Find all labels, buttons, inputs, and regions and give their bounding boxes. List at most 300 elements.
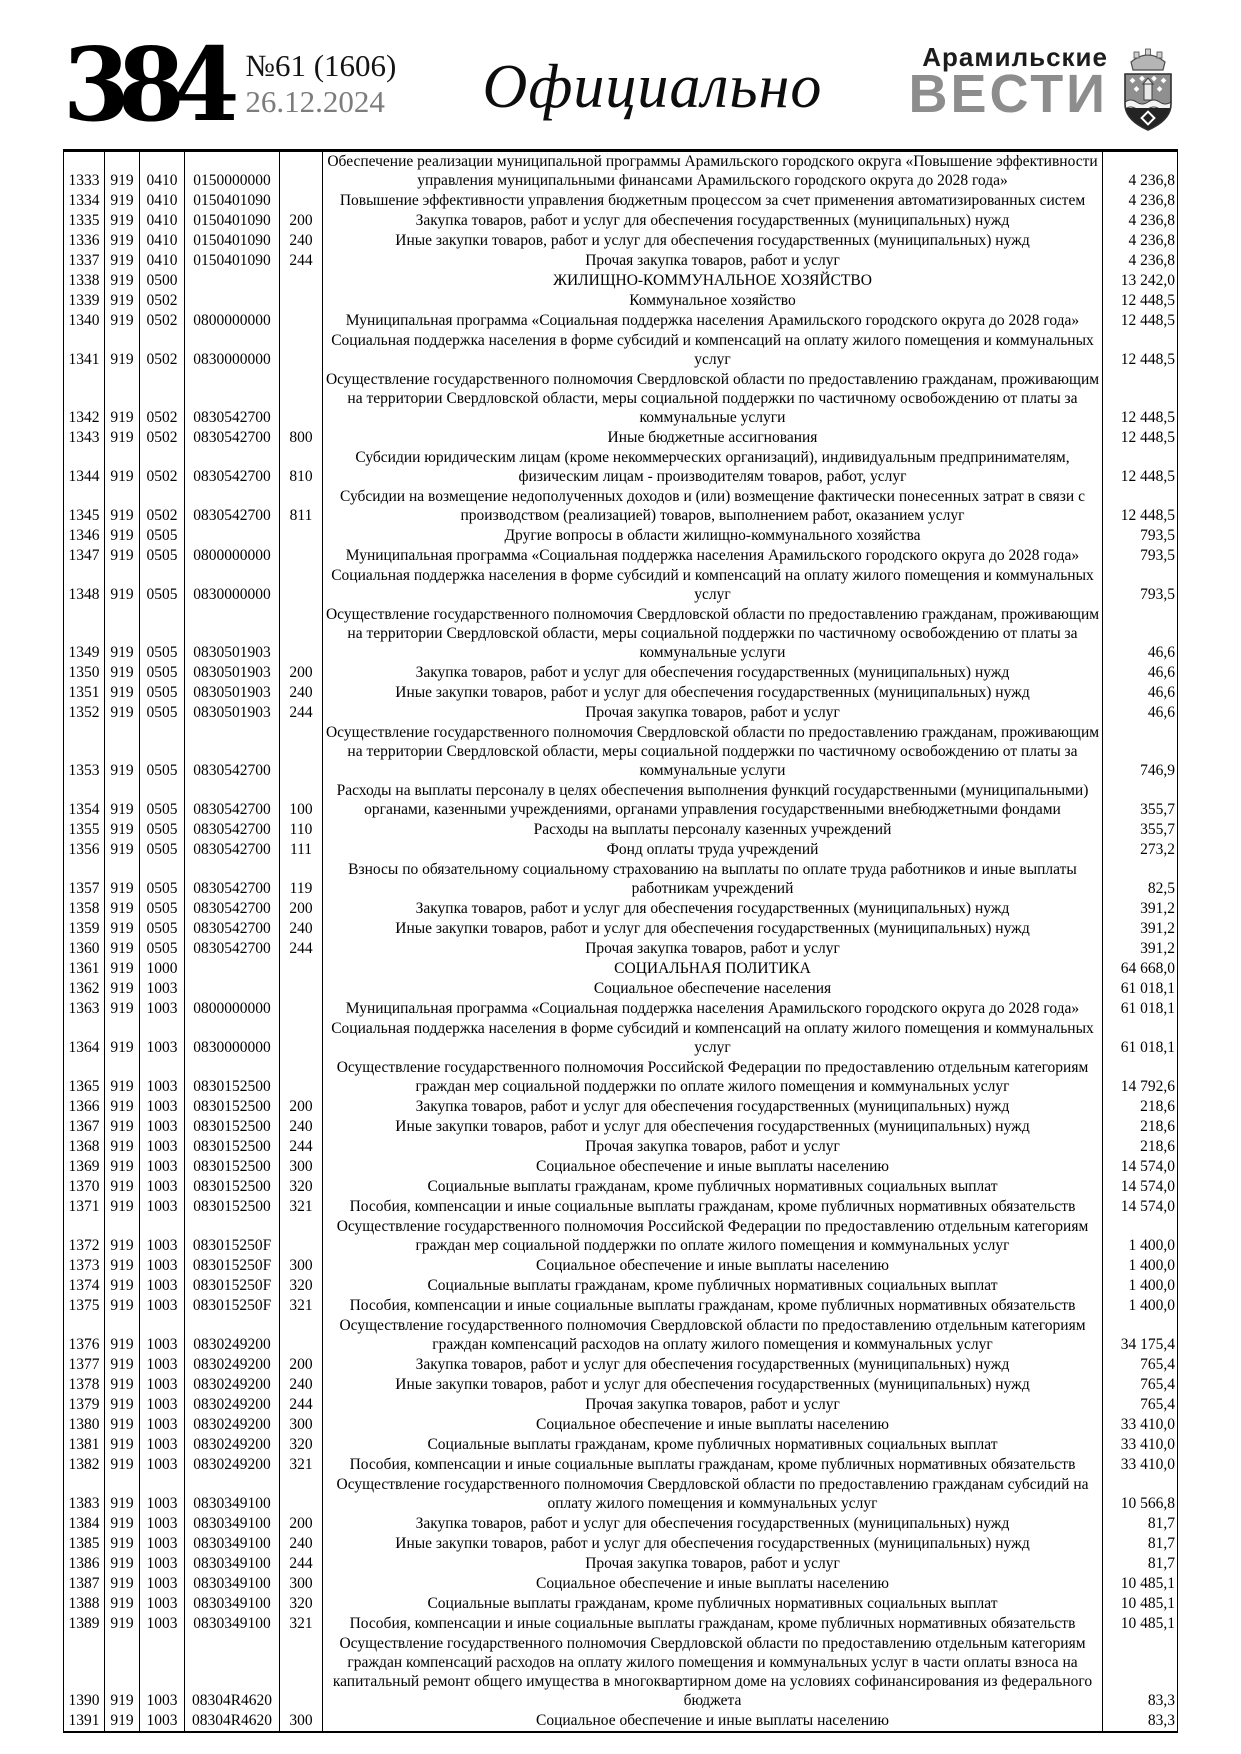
col-row-number: 1359 [64,919,105,939]
col-grbs-code: 919 [105,1574,140,1594]
col-amount: 46,6 [1103,703,1178,723]
col-target-article-code [185,291,280,311]
col-section-code: 1003 [140,1197,185,1217]
col-section-code: 1003 [140,1296,185,1316]
col-section-code: 1003 [140,1276,185,1296]
issue-ref: №61 (1606) [245,48,397,83]
col-section-code: 1003 [140,1534,185,1554]
col-grbs-code: 919 [105,211,140,231]
table-row [64,1019,1178,1058]
col-amount: 14 574,0 [1103,1177,1178,1197]
col-row-number: 1334 [64,191,105,211]
col-expense-name: Закупка товаров, работ и услуг для обеспечения государственных (муниципальных) нужд [323,211,1103,231]
col-expense-type-code: 320 [280,1435,323,1455]
col-target-article-code: 0830501903 [185,703,280,723]
col-expense-type-code: 200 [280,1355,323,1375]
col-row-number: 1354 [64,781,105,820]
table-row [64,1554,1178,1574]
col-expense-type-code: 244 [280,1554,323,1574]
col-amount: 12 448,5 [1103,448,1178,487]
col-row-number: 1339 [64,291,105,311]
table-row [64,723,1178,781]
col-target-article-code: 0830542700 [185,820,280,840]
col-grbs-code: 919 [105,448,140,487]
col-expense-type-code: 240 [280,1375,323,1395]
col-grbs-code: 919 [105,860,140,899]
col-grbs-code: 919 [105,566,140,605]
col-amount: 61 018,1 [1103,979,1178,999]
col-amount: 218,6 [1103,1117,1178,1137]
col-target-article-code: 0830542700 [185,781,280,820]
table-row [64,999,1178,1019]
col-expense-type-code: 300 [280,1415,323,1435]
col-grbs-code: 919 [105,1395,140,1415]
col-grbs-code: 919 [105,291,140,311]
col-amount: 33 410,0 [1103,1455,1178,1475]
col-amount: 14 792,6 [1103,1058,1178,1097]
col-expense-type-code [280,311,323,331]
table-row [64,1455,1178,1475]
section-title: Официально [482,53,823,121]
col-section-code: 0502 [140,331,185,370]
col-section-code: 0410 [140,231,185,251]
col-amount: 793,5 [1103,526,1178,546]
col-expense-type-code: 320 [280,1276,323,1296]
col-expense-type-code [280,546,323,566]
col-expense-name: Закупка товаров, работ и услуг для обеспечения государственных (муниципальных) нужд [323,1355,1103,1375]
col-grbs-code: 919 [105,1117,140,1137]
col-expense-type-code: 321 [280,1197,323,1217]
col-section-code: 0505 [140,820,185,840]
col-expense-name: Прочая закупка товаров, работ и услуг [323,1137,1103,1157]
col-row-number: 1343 [64,428,105,448]
table-row [64,781,1178,820]
col-expense-type-code: 100 [280,781,323,820]
col-expense-type-code: 200 [280,1097,323,1117]
col-expense-name: Закупка товаров, работ и услуг для обеспечения государственных (муниципальных) нужд [323,1097,1103,1117]
page-header [63,25,1178,144]
table-row [64,1276,1178,1296]
col-section-code: 1003 [140,1614,185,1634]
col-grbs-code: 919 [105,723,140,781]
col-row-number: 1344 [64,448,105,487]
col-section-code: 0502 [140,370,185,428]
col-section-code: 0502 [140,311,185,331]
col-target-article-code: 0830349100 [185,1574,280,1594]
col-row-number: 1360 [64,939,105,959]
table-row [64,1514,1178,1534]
col-expense-name: Прочая закупка товаров, работ и услуг [323,1395,1103,1415]
col-target-article-code: 0830249200 [185,1316,280,1355]
col-expense-type-code: 320 [280,1177,323,1197]
col-amount: 61 018,1 [1103,1019,1178,1058]
col-expense-name: Другие вопросы в области жилищно-коммунального хозяйства [323,526,1103,546]
col-expense-type-code: 119 [280,860,323,899]
col-row-number: 1376 [64,1316,105,1355]
col-expense-type-code: 300 [280,1574,323,1594]
col-target-article-code: 0800000000 [185,311,280,331]
table-row [64,487,1178,526]
col-target-article-code: 0830349100 [185,1614,280,1634]
col-section-code: 0410 [140,211,185,231]
col-section-code: 1003 [140,1137,185,1157]
col-row-number: 1341 [64,331,105,370]
col-target-article-code: 0830152500 [185,1157,280,1177]
col-target-article-code: 0150401090 [185,211,280,231]
col-section-code: 0505 [140,723,185,781]
col-expense-type-code: 811 [280,487,323,526]
col-row-number: 1353 [64,723,105,781]
table-row [64,1475,1178,1514]
col-row-number: 1345 [64,487,105,526]
brand-text [908,42,1108,124]
col-section-code: 0505 [140,546,185,566]
col-expense-type-code: 240 [280,231,323,251]
col-section-code: 1003 [140,1117,185,1137]
table-row [64,1711,1178,1732]
col-row-number: 1370 [64,1177,105,1197]
col-grbs-code: 919 [105,1217,140,1256]
col-section-code: 0502 [140,428,185,448]
table-row [64,899,1178,919]
col-expense-type-code: 240 [280,919,323,939]
col-row-number: 1366 [64,1097,105,1117]
col-row-number: 1352 [64,703,105,723]
col-amount: 4 236,8 [1103,151,1178,192]
col-target-article-code: 0150000000 [185,151,280,192]
table-row [64,448,1178,487]
brand-name-bottom: ВЕСТИ [908,64,1108,124]
col-expense-name: ЖИЛИЩНО-КОММУНАЛЬНОЕ ХОЗЯЙСТВО [323,271,1103,291]
col-row-number: 1349 [64,605,105,663]
col-target-article-code: 0800000000 [185,546,280,566]
col-expense-type-code: 244 [280,251,323,271]
table-row [64,840,1178,860]
col-amount: 355,7 [1103,820,1178,840]
col-target-article-code: 0830542700 [185,840,280,860]
col-expense-name: Иные бюджетные ассигнования [323,428,1103,448]
col-section-code: 0505 [140,919,185,939]
col-target-article-code: 0830542700 [185,723,280,781]
col-grbs-code: 919 [105,151,140,192]
table-row [64,331,1178,370]
col-expense-name: Осуществление государственного полномочия Свердловской области по предоставлению отдельным категориям граждан компенсаций расходов на оплату жилого помещения и коммунальных услуг в части оплаты взноса на капитальный ремонт общего имущества в многоквартирном доме на условиях софинансирования из федерального бюджета [323,1634,1103,1711]
col-target-article-code: 0830542700 [185,487,280,526]
col-amount: 83,3 [1103,1711,1178,1732]
col-section-code: 1003 [140,1594,185,1614]
col-expense-type-code: 244 [280,939,323,959]
col-target-article-code: 083015250F [185,1217,280,1256]
table-row [64,1197,1178,1217]
col-amount: 4 236,8 [1103,251,1178,271]
col-expense-type-code: 300 [280,1157,323,1177]
col-amount: 4 236,8 [1103,191,1178,211]
col-amount: 765,4 [1103,1395,1178,1415]
col-row-number: 1390 [64,1634,105,1711]
col-grbs-code: 919 [105,271,140,291]
col-expense-type-code: 200 [280,1514,323,1534]
col-expense-type-code: 810 [280,448,323,487]
col-grbs-code: 919 [105,1276,140,1296]
col-expense-type-code: 244 [280,703,323,723]
col-section-code: 0505 [140,566,185,605]
col-row-number: 1365 [64,1058,105,1097]
col-expense-type-code [280,1316,323,1355]
col-target-article-code: 0830000000 [185,331,280,370]
col-target-article-code: 0830249200 [185,1375,280,1395]
table-row [64,1415,1178,1435]
col-target-article-code: 0830000000 [185,566,280,605]
col-expense-type-code [280,271,323,291]
table-row [64,1097,1178,1117]
col-grbs-code: 919 [105,1435,140,1455]
col-expense-type-code [280,605,323,663]
col-row-number: 1380 [64,1415,105,1435]
col-expense-type-code [280,370,323,428]
col-row-number: 1346 [64,526,105,546]
table-row [64,683,1178,703]
table-row [64,1058,1178,1097]
col-expense-type-code [280,959,323,979]
table-row [64,191,1178,211]
col-target-article-code: 0830542700 [185,939,280,959]
table-row [64,566,1178,605]
col-row-number: 1358 [64,899,105,919]
col-amount: 218,6 [1103,1097,1178,1117]
col-expense-type-code: 320 [280,1594,323,1614]
col-section-code: 1003 [140,1574,185,1594]
table-row [64,546,1178,566]
col-section-code: 0505 [140,899,185,919]
col-section-code: 0502 [140,487,185,526]
col-grbs-code: 919 [105,191,140,211]
table-row [64,1177,1178,1197]
col-expense-name: Социальные выплаты гражданам, кроме публичных нормативных социальных выплат [323,1276,1103,1296]
col-section-code: 0410 [140,151,185,192]
col-amount: 81,7 [1103,1554,1178,1574]
col-amount: 33 410,0 [1103,1415,1178,1435]
col-grbs-code: 919 [105,251,140,271]
col-expense-type-code: 240 [280,1534,323,1554]
table-row [64,1594,1178,1614]
col-row-number: 1382 [64,1455,105,1475]
col-grbs-code: 919 [105,1711,140,1732]
col-expense-name: Социальные выплаты гражданам, кроме публичных нормативных социальных выплат [323,1435,1103,1455]
col-section-code: 1003 [140,1395,185,1415]
col-expense-name: Пособия, компенсации и иные социальные выплаты гражданам, кроме публичных нормативных обязательств [323,1455,1103,1475]
col-expense-type-code: 300 [280,1256,323,1276]
col-expense-type-code [280,566,323,605]
col-section-code: 0505 [140,663,185,683]
table-row [64,1534,1178,1554]
col-grbs-code: 919 [105,1177,140,1197]
table-row [64,663,1178,683]
col-section-code: 1003 [140,1415,185,1435]
col-row-number: 1347 [64,546,105,566]
col-grbs-code: 919 [105,1256,140,1276]
col-expense-type-code [280,1475,323,1514]
col-row-number: 1389 [64,1614,105,1634]
col-grbs-code: 919 [105,663,140,683]
col-target-article-code: 0800000000 [185,999,280,1019]
col-grbs-code: 919 [105,1554,140,1574]
col-amount: 12 448,5 [1103,370,1178,428]
table-row [64,860,1178,899]
col-amount: 12 448,5 [1103,331,1178,370]
col-target-article-code: 0830249200 [185,1455,280,1475]
col-section-code: 1003 [140,1554,185,1574]
col-expense-name: Социальные выплаты гражданам, кроме публичных нормативных социальных выплат [323,1177,1103,1197]
brand-name-top: Арамильские [922,42,1108,72]
table-row [64,959,1178,979]
col-grbs-code: 919 [105,311,140,331]
col-expense-name: Социальные выплаты гражданам, кроме публичных нормативных социальных выплат [323,1594,1103,1614]
col-section-code: 1003 [140,1435,185,1455]
col-amount: 1 400,0 [1103,1276,1178,1296]
col-row-number: 1348 [64,566,105,605]
budget-table-body [64,151,1178,1733]
col-target-article-code [185,526,280,546]
col-amount: 793,5 [1103,546,1178,566]
col-amount: 391,2 [1103,939,1178,959]
col-target-article-code: 0830349100 [185,1554,280,1574]
col-grbs-code: 919 [105,526,140,546]
col-row-number: 1333 [64,151,105,192]
col-grbs-code: 919 [105,370,140,428]
col-grbs-code: 919 [105,781,140,820]
col-expense-name: Социальное обеспечение населения [323,979,1103,999]
col-section-code: 1003 [140,1711,185,1732]
col-row-number: 1367 [64,1117,105,1137]
col-amount: 10 485,1 [1103,1614,1178,1634]
table-row [64,1217,1178,1256]
table-row [64,151,1178,192]
col-amount: 746,9 [1103,723,1178,781]
col-row-number: 1338 [64,271,105,291]
col-grbs-code: 919 [105,1594,140,1614]
col-amount: 34 175,4 [1103,1316,1178,1355]
col-grbs-code: 919 [105,1097,140,1117]
col-amount: 765,4 [1103,1375,1178,1395]
col-row-number: 1364 [64,1019,105,1058]
col-expense-type-code: 200 [280,663,323,683]
col-grbs-code: 919 [105,231,140,251]
table-row [64,1157,1178,1177]
col-amount: 33 410,0 [1103,1435,1178,1455]
col-expense-type-code: 321 [280,1296,323,1316]
page-number: 384 [63,25,228,144]
col-target-article-code: 0830249200 [185,1395,280,1415]
col-section-code: 1000 [140,959,185,979]
col-section-code: 1003 [140,999,185,1019]
budget-table [63,149,1178,1733]
table-row [64,1395,1178,1415]
col-amount: 4 236,8 [1103,211,1178,231]
col-row-number: 1351 [64,683,105,703]
col-grbs-code: 919 [105,899,140,919]
col-target-article-code [185,271,280,291]
col-row-number: 1363 [64,999,105,1019]
col-grbs-code: 919 [105,939,140,959]
col-amount: 4 236,8 [1103,231,1178,251]
col-grbs-code: 919 [105,1514,140,1534]
col-row-number: 1340 [64,311,105,331]
col-section-code: 0505 [140,703,185,723]
table-row [64,1574,1178,1594]
col-target-article-code: 083015250F [185,1256,280,1276]
col-amount: 13 242,0 [1103,271,1178,291]
col-target-article-code: 0830349100 [185,1475,280,1514]
col-amount: 10 485,1 [1103,1594,1178,1614]
col-grbs-code: 919 [105,1058,140,1097]
col-grbs-code: 919 [105,979,140,999]
col-expense-type-code: 321 [280,1614,323,1634]
col-target-article-code: 0830542700 [185,370,280,428]
col-amount: 46,6 [1103,683,1178,703]
issue-date: 26.12.2024 [245,83,385,119]
col-section-code: 1003 [140,1157,185,1177]
col-grbs-code: 919 [105,1137,140,1157]
table-row [64,1614,1178,1634]
col-section-code: 1003 [140,1455,185,1475]
col-expense-name: Осуществление государственного полномочия Свердловской области по предоставлению гражданам, проживающим на территории Свердловской области, меры социальной поддержки по частичному освобождению от платы за коммунальные услуги [323,605,1103,663]
table-row [64,211,1178,231]
col-target-article-code [185,959,280,979]
col-grbs-code: 919 [105,1415,140,1435]
col-section-code: 0502 [140,291,185,311]
table-row [64,370,1178,428]
col-row-number: 1377 [64,1355,105,1375]
col-section-code: 1003 [140,1634,185,1711]
col-expense-name: Иные закупки товаров, работ и услуг для обеспечения государственных (муниципальных) нужд [323,231,1103,251]
col-row-number: 1373 [64,1256,105,1276]
col-target-article-code: 0830349100 [185,1534,280,1554]
col-grbs-code: 919 [105,1019,140,1058]
col-section-code: 1003 [140,1019,185,1058]
col-expense-type-code: 200 [280,899,323,919]
col-row-number: 1383 [64,1475,105,1514]
col-expense-name: Социальное обеспечение и иные выплаты населению [323,1711,1103,1732]
col-expense-type-code: 244 [280,1137,323,1157]
col-row-number: 1388 [64,1594,105,1614]
col-row-number: 1387 [64,1574,105,1594]
col-row-number: 1356 [64,840,105,860]
col-row-number: 1357 [64,860,105,899]
col-amount: 793,5 [1103,566,1178,605]
col-amount: 391,2 [1103,899,1178,919]
coat-of-arms-icon [1118,44,1178,136]
col-row-number: 1369 [64,1157,105,1177]
col-expense-name: Расходы на выплаты персоналу в целях обеспечения выполнения функций государственными (муниципальными) органами, казенными учреждениями, органами управления государственными внебюджетными фондами [323,781,1103,820]
col-grbs-code: 919 [105,683,140,703]
col-row-number: 1375 [64,1296,105,1316]
col-section-code: 1003 [140,1475,185,1514]
col-row-number: 1372 [64,1217,105,1256]
col-expense-name: Осуществление государственного полномочия Российской Федерации по предоставлению отдельным категориям граждан мер социальной поддержки по оплате жилого помещения и коммунальных услуг [323,1217,1103,1256]
col-row-number: 1335 [64,211,105,231]
col-grbs-code: 919 [105,428,140,448]
col-expense-name: Осуществление государственного полномочия Свердловской области по предоставлению отдельным категориям граждан компенсаций расходов на оплату жилого помещения и коммунальных услуг [323,1316,1103,1355]
col-amount: 273,2 [1103,840,1178,860]
col-expense-name: Расходы на выплаты персоналу казенных учреждений [323,820,1103,840]
col-section-code: 1003 [140,1256,185,1276]
col-section-code: 1003 [140,1375,185,1395]
col-section-code: 1003 [140,979,185,999]
col-expense-name: Субсидии на возмещение недополученных доходов и (или) возмещение фактически понесенных затрат в связи с производством (реализацией) товаров, выполнением работ, оказанием услуг [323,487,1103,526]
col-expense-name: Фонд оплаты труда учреждений [323,840,1103,860]
col-row-number: 1368 [64,1137,105,1157]
col-amount: 12 448,5 [1103,291,1178,311]
